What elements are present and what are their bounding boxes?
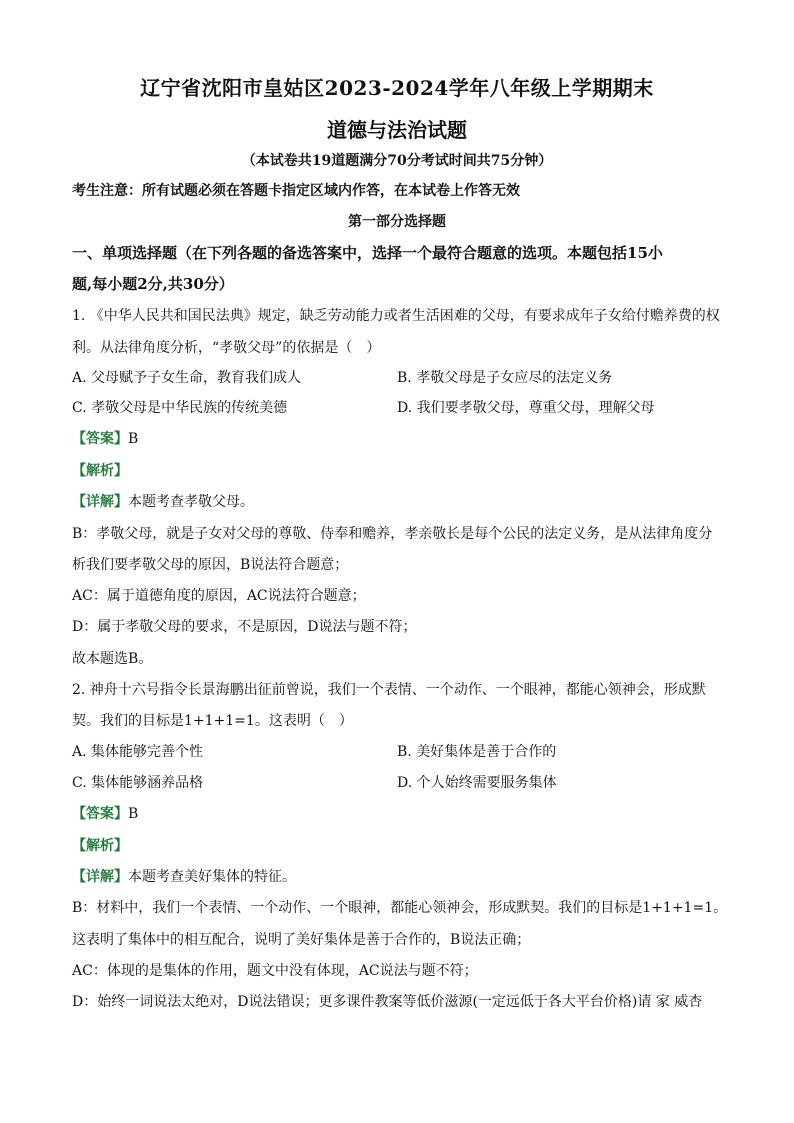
q2-stem-line1: 2. 神舟十六号指令长景海鹏出征前曾说，我们一个表情、一个动作、一个眼神，都能心领神会，形成默 (72, 682, 706, 698)
q2-detail (72, 867, 722, 887)
q1-explain-line1: B：孝敬父母，就是子女对父母的尊敬、侍奉和赡养，孝亲敬长是每个公民的法定义务，是从法律角度分 (72, 526, 713, 542)
analysis-tag: 【解析】 (72, 463, 128, 479)
q2-analysis-tag (72, 836, 722, 856)
exam-notice: 考生注意：所有试题必须在答题卡指定区域内作答，在本试卷上作答无效 (72, 183, 520, 199)
q1-stem-line1: 1. 《中华人民共和国民法典》规定，缺乏劳动能力或者生活困难的父母，有要求成年子女给付赡养费的权 (72, 308, 720, 324)
q2-option-b: B. 美好集体是善于合作的 (397, 744, 557, 760)
q2-option-c: C. 集体能够涵养品格 (72, 775, 204, 791)
q2-answer (72, 804, 722, 824)
detail-text: 本题考查孝敬父母。 (128, 494, 254, 510)
answer-value: B (128, 431, 139, 447)
detail-tag: 【详解】 (72, 869, 128, 885)
detail-tag: 【详解】 (72, 494, 128, 510)
detail-text: 本题考查美好集体的特征。 (128, 869, 296, 885)
q1-detail (72, 492, 722, 512)
q1-option-b: B. 孝敬父母是子女应尽的法定义务 (397, 370, 613, 386)
exam-title: 辽宁省沈阳市皇姑区2023-2024学年八年级上学期期末 (140, 76, 654, 100)
q2-explain-line2: 这表明了集体中的相互配合，说明了美好集体是善于合作的，B说法正确； (72, 932, 531, 948)
exam-subject-title: 道德与法治试题 (327, 118, 467, 142)
q1-explain-line3: AC：属于道德角度的原因，AC说法符合题意； (72, 588, 366, 604)
analysis-tag: 【解析】 (72, 838, 128, 854)
q1-answer (72, 429, 722, 449)
answer-tag: 【答案】 (72, 431, 128, 447)
section-heading-line1: 一、单项选择题（在下列各题的备选答案中，选择一个最符合题意的选项。本题包括15小 (72, 244, 663, 262)
q2-option-a: A. 集体能够完善个性 (72, 744, 204, 760)
part-heading: 第一部分选择题 (348, 214, 446, 230)
q1-option-a: A. 父母赋予子女生命，教育我们成人 (72, 370, 302, 386)
answer-tag: 【答案】 (72, 806, 128, 822)
q1-option-c: C. 孝敬父母是中华民族的传统美德 (72, 400, 288, 416)
answer-value: B (128, 806, 139, 822)
q1-explain-line5: 故本题选B。 (72, 651, 153, 667)
q2-stem-line2: 契。我们的目标是1+1+1=1。这表明（ ） (72, 713, 353, 729)
exam-info: （本试卷共19道题满分70分考试时间共75分钟） (241, 153, 553, 169)
q2-option-d: D. 个人始终需要服务集体 (397, 775, 557, 791)
q2-explain-line4: D：始终一词说法太绝对，D说法错误；更多课件教案等低价滋源(一定远低于各大平台价格)请 家 威杏 (72, 994, 703, 1010)
section-heading-line2: 题,每小题2分,共30分） (72, 275, 234, 293)
q1-option-d: D. 我们要孝敬父母，尊重父母，理解父母 (397, 400, 655, 416)
q2-explain-line3: AC：体现的是集体的作用，题文中没有体现，AC说法与题不符； (72, 963, 478, 979)
q1-analysis-tag (72, 461, 722, 481)
q1-explain-line2: 析我们要孝敬父母的原因，B说法符合题意； (72, 557, 349, 573)
q1-explain-line4: D：属于孝敬父母的要求，不是原因，D说法与题不符； (72, 619, 417, 635)
q1-stem-line2: 利。从法律角度分析，“孝敬父母”的依据是（ ） (72, 340, 381, 356)
q2-explain-line1: B：材料中，我们一个表情、一个动作、一个眼神，都能心领神会，形成默契。我们的目标是1+1+1=1。 (72, 900, 728, 916)
